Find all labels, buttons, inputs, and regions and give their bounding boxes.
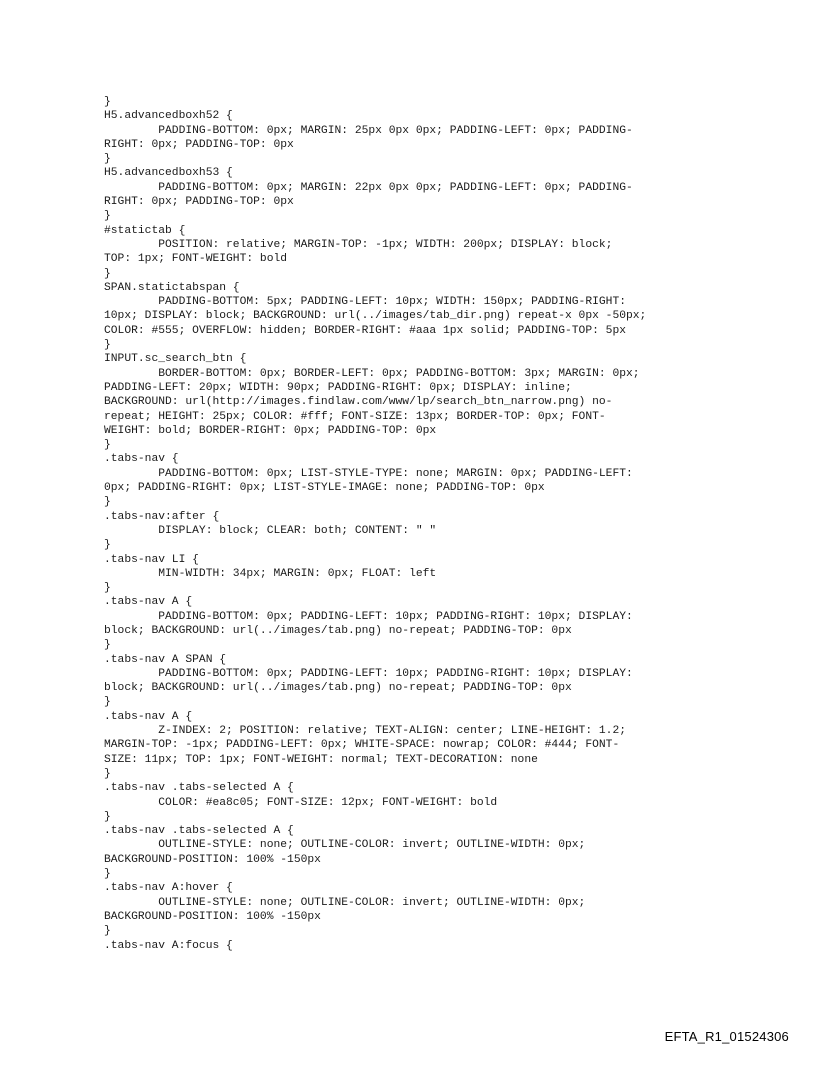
code-line: .tabs-nav {: [104, 453, 179, 466]
code-line: PADDING-BOTTOM: 5px; PADDING-LEFT: 10px; WIDTH: 150px; PADDING-RIGHT:: [104, 296, 627, 309]
code-line: PADDING-BOTTOM: 0px; PADDING-LEFT: 10px; PADDING-RIGHT: 10px; DISPLAY:: [104, 610, 633, 623]
code-line: .tabs-nav A:focus {: [104, 939, 233, 952]
code-line: WEIGHT: bold; BORDER-RIGHT: 0px; PADDING-TOP: 0px: [104, 424, 437, 437]
code-line: TOP: 1px; FONT-WEIGHT: bold: [104, 253, 288, 266]
code-line: }: [104, 767, 111, 780]
code-line: }: [104, 539, 111, 552]
code-line: MARGIN-TOP: -1px; PADDING-LEFT: 0px; WHITE-SPACE: nowrap; COLOR: #444; FONT-: [104, 739, 620, 752]
code-line: PADDING-BOTTOM: 0px; LIST-STYLE-TYPE: none; MARGIN: 0px; PADDING-LEFT:: [104, 467, 633, 480]
code-line: 0px; PADDING-RIGHT: 0px; LIST-STYLE-IMAGE: none; PADDING-TOP: 0px: [104, 482, 545, 495]
code-line: SPAN.statictabspan {: [104, 281, 240, 294]
code-line: }: [104, 496, 111, 509]
code-line: RIGHT: 0px; PADDING-TOP: 0px: [104, 138, 294, 151]
code-line: BORDER-BOTTOM: 0px; BORDER-LEFT: 0px; PADDING-BOTTOM: 3px; MARGIN: 0px;: [104, 367, 640, 380]
css-code-listing: [104, 95, 784, 953]
code-line: .tabs-nav .tabs-selected A {: [104, 782, 294, 795]
code-line: PADDING-BOTTOM: 0px; MARGIN: 22px 0px 0px; PADDING-LEFT: 0px; PADDING-: [104, 181, 633, 194]
code-line: COLOR: #555; OVERFLOW: hidden; BORDER-RIGHT: #aaa 1px solid; PADDING-TOP: 5px: [104, 324, 627, 337]
code-line: }: [104, 582, 111, 595]
code-line: }: [104, 339, 111, 352]
code-line: .tabs-nav:after {: [104, 510, 220, 523]
code-line: INPUT.sc_search_btn {: [104, 353, 247, 366]
code-line: H5.advancedboxh52 {: [104, 110, 233, 123]
code-line: #statictab {: [104, 224, 186, 237]
code-line: BACKGROUND-POSITION: 100% -150px: [104, 853, 321, 866]
code-line: }: [104, 868, 111, 881]
code-line: COLOR: #ea8c05; FONT-SIZE: 12px; FONT-WEIGHT: bold: [104, 796, 498, 809]
code-line: .tabs-nav LI {: [104, 553, 199, 566]
code-line: }: [104, 810, 111, 823]
code-line: .tabs-nav A SPAN {: [104, 653, 227, 666]
code-line: BACKGROUND: url(http://images.findlaw.com/www/lp/search_btn_narrow.png) no-: [104, 396, 613, 409]
code-line: }: [104, 210, 111, 223]
code-line: H5.advancedboxh53 {: [104, 167, 233, 180]
code-line: BACKGROUND-POSITION: 100% -150px: [104, 910, 321, 923]
code-line: }: [104, 153, 111, 166]
code-line: }: [104, 267, 111, 280]
code-line: .tabs-nav .tabs-selected A {: [104, 825, 294, 838]
code-line: PADDING-BOTTOM: 0px; MARGIN: 25px 0px 0px; PADDING-LEFT: 0px; PADDING-: [104, 124, 633, 137]
code-line: POSITION: relative; MARGIN-TOP: -1px; WIDTH: 200px; DISPLAY: block;: [104, 238, 613, 251]
code-line: PADDING-LEFT: 20px; WIDTH: 90px; PADDING-RIGHT: 0px; DISPLAY: inline;: [104, 381, 572, 394]
code-line: repeat; HEIGHT: 25px; COLOR: #fff; FONT-SIZE: 13px; BORDER-TOP: 0px; FONT-: [104, 410, 606, 423]
code-line: }: [104, 439, 111, 452]
code-line: Z-INDEX: 2; POSITION: relative; TEXT-ALIGN: center; LINE-HEIGHT: 1.2;: [104, 725, 627, 738]
code-line: SIZE: 11px; TOP: 1px; FONT-WEIGHT: normal; TEXT-DECORATION: none: [104, 753, 538, 766]
code-line: MIN-WIDTH: 34px; MARGIN: 0px; FLOAT: left: [104, 567, 437, 580]
code-line: PADDING-BOTTOM: 0px; PADDING-LEFT: 10px; PADDING-RIGHT: 10px; DISPLAY:: [104, 667, 633, 680]
code-line: 10px; DISPLAY: block; BACKGROUND: url(../images/tab_dir.png) repeat-x 0px -50px;: [104, 310, 647, 323]
code-line: block; BACKGROUND: url(../images/tab.png) no-repeat; PADDING-TOP: 0px: [104, 682, 572, 695]
bates-number: EFTA_R1_01524306: [664, 1029, 789, 1044]
code-line: .tabs-nav A {: [104, 710, 193, 723]
code-line: .tabs-nav A:hover {: [104, 882, 233, 895]
code-line: OUTLINE-STYLE: none; OUTLINE-COLOR: invert; OUTLINE-WIDTH: 0px;: [104, 839, 586, 852]
code-line: }: [104, 925, 111, 938]
code-line: OUTLINE-STYLE: none; OUTLINE-COLOR: invert; OUTLINE-WIDTH: 0px;: [104, 896, 586, 909]
code-line: DISPLAY: block; CLEAR: both; CONTENT: " ": [104, 524, 437, 537]
code-line: block; BACKGROUND: url(../images/tab.png) no-repeat; PADDING-TOP: 0px: [104, 624, 572, 637]
code-line: }: [104, 639, 111, 652]
code-line: .tabs-nav A {: [104, 596, 193, 609]
code-line: }: [104, 696, 111, 709]
code-line: RIGHT: 0px; PADDING-TOP: 0px: [104, 196, 294, 209]
code-line: }: [104, 96, 111, 108]
